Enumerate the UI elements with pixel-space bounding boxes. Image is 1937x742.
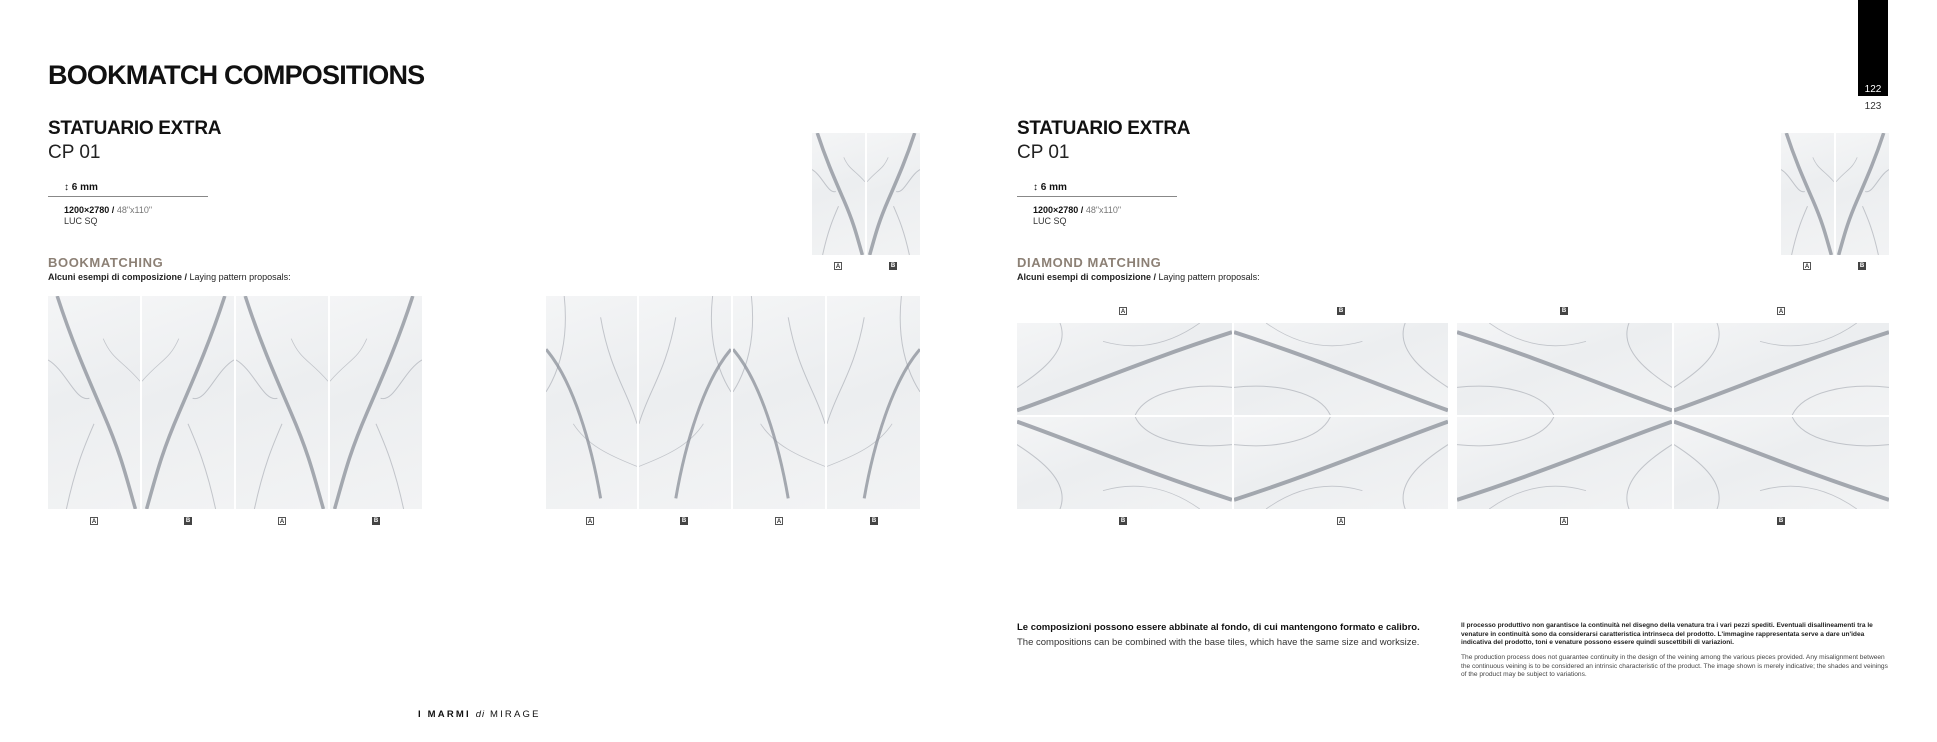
vein-line bbox=[1017, 445, 1062, 509]
vein-line bbox=[1674, 422, 1889, 500]
vein-line bbox=[788, 317, 825, 424]
left-section-sub-en: Laying pattern proposals: bbox=[189, 272, 291, 282]
left-thickness-divider bbox=[48, 196, 208, 197]
vein-line bbox=[573, 424, 637, 467]
bookmatch-tile-3 bbox=[236, 296, 328, 509]
left-section-subtitle bbox=[48, 272, 291, 282]
right-section-sub-en: Laying pattern proposals: bbox=[1158, 272, 1260, 282]
right-size-imperial: 48"x110" bbox=[1085, 205, 1122, 215]
vein-line bbox=[1839, 133, 1884, 255]
vein-line bbox=[1017, 422, 1232, 500]
left-section-sub-it: Alcuni esempi di composizione / bbox=[48, 272, 188, 282]
vein-line bbox=[1863, 206, 1879, 255]
vein-line bbox=[827, 317, 864, 424]
thickness-arrow-icon: ↕ bbox=[1033, 182, 1038, 193]
diamond1-bottom-label-1: B bbox=[1120, 518, 1126, 524]
vein-line bbox=[245, 296, 323, 509]
vein-line bbox=[1627, 323, 1672, 387]
vein-line bbox=[867, 157, 888, 181]
vein-line bbox=[1403, 445, 1448, 509]
disclaimer-en: The production process does not guarantee continuity in the design of the veining among the various pieces provided. Any misalignment between the continuous veining is to be considered an intrinsic characteristic of the product. The image shown is merely indicative; the shades and veinings of the product may be subject to variations. bbox=[1461, 654, 1888, 678]
vein-line bbox=[1403, 323, 1448, 387]
bookmatch-label-6: B bbox=[681, 518, 687, 524]
vein-line bbox=[761, 424, 825, 467]
vein-line bbox=[1836, 157, 1857, 181]
vein-line bbox=[894, 206, 910, 255]
vein-line bbox=[1627, 445, 1672, 509]
vein-line bbox=[1792, 417, 1889, 446]
diamond2-top-label-1: B bbox=[1561, 308, 1567, 314]
vein-line bbox=[1792, 386, 1889, 415]
vein-line bbox=[1674, 332, 1889, 410]
vein-line bbox=[1674, 445, 1719, 509]
vein-line bbox=[1234, 422, 1448, 500]
vein-line bbox=[335, 296, 413, 509]
bookmatch-tile-7 bbox=[733, 296, 825, 509]
diamond2-top-label-2: A bbox=[1778, 309, 1784, 315]
diamond1-top-label-1: A bbox=[1120, 309, 1126, 315]
diamond1-bottom-label-2: A bbox=[1338, 519, 1344, 525]
marble-veining bbox=[1234, 417, 1448, 509]
vein-line bbox=[1813, 157, 1834, 181]
bookmatch-tile-5 bbox=[546, 296, 637, 509]
diamond2-tile-tl bbox=[1457, 323, 1672, 415]
disclaimer-it: Il processo produttivo non garantisce la continuità nel disegno della venatura tra i vari pezzi spediti. Eventuali disallineamenti tra le venature in continuità sono da considerarsi caratteristica intrinseca del prodotto. L'immagine rappresentata serve a dare un'idea indicativa del prodotto, toni e venature possono essere quindi suscettibili di variazioni. bbox=[1461, 622, 1873, 646]
vein-line bbox=[1489, 323, 1586, 346]
bookmatch-label-8: B bbox=[871, 518, 877, 524]
footer-brand bbox=[418, 709, 541, 720]
marble-veining bbox=[330, 296, 422, 509]
bookmatch-tile-4 bbox=[330, 296, 422, 509]
marble-veining bbox=[1234, 323, 1448, 415]
diamond2-tile-bl bbox=[1457, 417, 1672, 509]
marble-veining bbox=[1017, 417, 1232, 509]
right-thickness-divider bbox=[1017, 196, 1177, 197]
vein-line bbox=[1457, 422, 1672, 500]
marble-veining bbox=[733, 296, 825, 509]
vein-line bbox=[900, 296, 920, 392]
diamond2-tile-br bbox=[1674, 417, 1889, 509]
vein-line bbox=[66, 424, 94, 509]
page-number-current: 122 bbox=[1864, 84, 1882, 95]
vein-line bbox=[57, 296, 135, 509]
right-finish: LUC SQ bbox=[1033, 216, 1067, 226]
vein-line bbox=[1234, 386, 1330, 415]
left-size-block bbox=[64, 205, 152, 227]
right-size-metric: 1200×2780 / bbox=[1033, 205, 1084, 215]
marble-veining bbox=[1017, 323, 1232, 415]
bookmatch-label-4: B bbox=[373, 518, 379, 524]
vein-line bbox=[1760, 323, 1857, 346]
left-thickness-value: 6 mm bbox=[71, 182, 98, 193]
vein-line bbox=[601, 317, 637, 424]
right-product-code: CP 01 bbox=[1017, 142, 1070, 163]
right-section-sub-it: Alcuni esempi di composizione / bbox=[1017, 272, 1157, 282]
marble-veining bbox=[827, 296, 920, 509]
left-size-metric: 1200×2780 / bbox=[64, 205, 115, 215]
vein-line bbox=[639, 424, 703, 467]
vein-line bbox=[870, 133, 915, 255]
vein-line bbox=[1017, 323, 1062, 387]
vein-line bbox=[844, 157, 865, 181]
marble-veining bbox=[1781, 133, 1834, 255]
marble-veining bbox=[1457, 323, 1672, 415]
right-section-title: DIAMOND MATCHING bbox=[1017, 255, 1162, 270]
footer-brand-a: I MARMI bbox=[418, 709, 471, 720]
left-thickness bbox=[64, 182, 98, 193]
page-title: BOOKMATCH COMPOSITIONS bbox=[48, 60, 425, 90]
vein-line bbox=[1457, 417, 1554, 446]
vein-line bbox=[546, 349, 601, 498]
vein-line bbox=[1135, 386, 1232, 415]
left-section-title: BOOKMATCHING bbox=[48, 255, 164, 270]
marble-veining bbox=[48, 296, 140, 509]
right-preview-label-b: B bbox=[1859, 263, 1865, 269]
vein-line bbox=[864, 349, 920, 498]
marble-veining bbox=[639, 296, 731, 509]
marble-veining bbox=[236, 296, 328, 509]
vein-line bbox=[103, 339, 140, 382]
vein-line bbox=[188, 424, 216, 509]
left-size-imperial: 48"x110" bbox=[116, 205, 153, 215]
diamond1-tile-br bbox=[1234, 417, 1448, 509]
vein-line bbox=[1457, 332, 1672, 410]
bookmatch-label-2: B bbox=[185, 518, 191, 524]
footer-brand-b: di bbox=[475, 709, 486, 720]
diamond1-tile-tl bbox=[1017, 323, 1232, 415]
vein-line bbox=[1103, 323, 1200, 346]
left-finish: LUC SQ bbox=[64, 216, 98, 226]
vein-line bbox=[823, 206, 839, 255]
vein-line bbox=[1234, 332, 1448, 410]
right-thickness-value: 6 mm bbox=[1040, 182, 1067, 193]
diamond1-tile-tr bbox=[1234, 323, 1448, 415]
marble-veining bbox=[1674, 417, 1889, 509]
vein-line bbox=[1786, 133, 1831, 255]
right-section-subtitle bbox=[1017, 272, 1260, 282]
vein-line bbox=[142, 339, 179, 382]
right-size-block bbox=[1033, 205, 1121, 227]
vein-line bbox=[1674, 323, 1719, 387]
bookmatch-tile-8 bbox=[827, 296, 920, 509]
compositions-note-en: The compositions can be combined with the base tiles, which have the same size and worksize. bbox=[1017, 637, 1420, 648]
marble-veining bbox=[1457, 417, 1672, 509]
vein-line bbox=[1234, 417, 1330, 446]
left-preview-tile-b bbox=[867, 133, 920, 255]
marble-veining bbox=[1674, 323, 1889, 415]
vein-line bbox=[1266, 486, 1362, 509]
diamond1-tile-bl bbox=[1017, 417, 1232, 509]
right-preview-tile-b bbox=[1836, 133, 1889, 255]
vein-line bbox=[1489, 486, 1586, 509]
vein-line bbox=[827, 424, 892, 467]
left-product-code: CP 01 bbox=[48, 142, 101, 163]
vein-line bbox=[254, 424, 282, 509]
vein-line bbox=[1135, 417, 1232, 446]
left-preview-label-b: B bbox=[890, 263, 896, 269]
bookmatch-label-3: A bbox=[279, 519, 285, 525]
vein-line bbox=[291, 339, 328, 382]
vein-line bbox=[147, 296, 225, 509]
vein-line bbox=[1457, 386, 1554, 415]
vein-line bbox=[1266, 323, 1362, 346]
right-preview-label-a: A bbox=[1804, 264, 1810, 270]
diamond2-bottom-label-2: B bbox=[1778, 518, 1784, 524]
marble-veining bbox=[546, 296, 637, 509]
vein-line bbox=[546, 296, 565, 392]
vein-line bbox=[676, 349, 731, 498]
left-preview-tile-a bbox=[812, 133, 865, 255]
vein-line bbox=[1103, 486, 1200, 509]
bookmatch-label-7: A bbox=[776, 519, 782, 525]
page-number-next: 123 bbox=[1864, 101, 1882, 112]
bookmatch-label-5: A bbox=[587, 519, 593, 525]
marble-veining bbox=[867, 133, 920, 255]
vein-line bbox=[1760, 486, 1857, 509]
vein-line bbox=[376, 424, 404, 509]
vein-line bbox=[1792, 206, 1808, 255]
bookmatch-tile-1 bbox=[48, 296, 140, 509]
vein-line bbox=[733, 349, 788, 498]
vein-line bbox=[733, 296, 753, 392]
left-product-name: STATUARIO EXTRA bbox=[48, 118, 222, 139]
marble-veining bbox=[1836, 133, 1889, 255]
bookmatch-tile-6 bbox=[639, 296, 731, 509]
page-tab bbox=[1858, 0, 1888, 96]
vein-line bbox=[711, 296, 731, 392]
compositions-note-it: Le composizioni possono essere abbinate al fondo, di cui mantengono formato e calibro. bbox=[1017, 622, 1420, 633]
vein-line bbox=[817, 133, 862, 255]
diamond2-tile-tr bbox=[1674, 323, 1889, 415]
marble-veining bbox=[812, 133, 865, 255]
right-thickness bbox=[1033, 182, 1067, 193]
vein-line bbox=[330, 339, 367, 382]
diamond1-top-label-2: B bbox=[1338, 308, 1344, 314]
left-preview-label-a: A bbox=[835, 264, 841, 270]
right-preview-tile-a bbox=[1781, 133, 1834, 255]
thickness-arrow-icon: ↕ bbox=[64, 182, 69, 193]
diamond2-bottom-label-1: A bbox=[1561, 519, 1567, 525]
marble-veining bbox=[142, 296, 234, 509]
bookmatch-tile-2 bbox=[142, 296, 234, 509]
bookmatch-label-1: A bbox=[91, 519, 97, 525]
vein-line bbox=[639, 317, 676, 424]
right-product-name: STATUARIO EXTRA bbox=[1017, 118, 1191, 139]
vein-line bbox=[1017, 332, 1232, 410]
footer-brand-c: MIRAGE bbox=[489, 709, 541, 720]
